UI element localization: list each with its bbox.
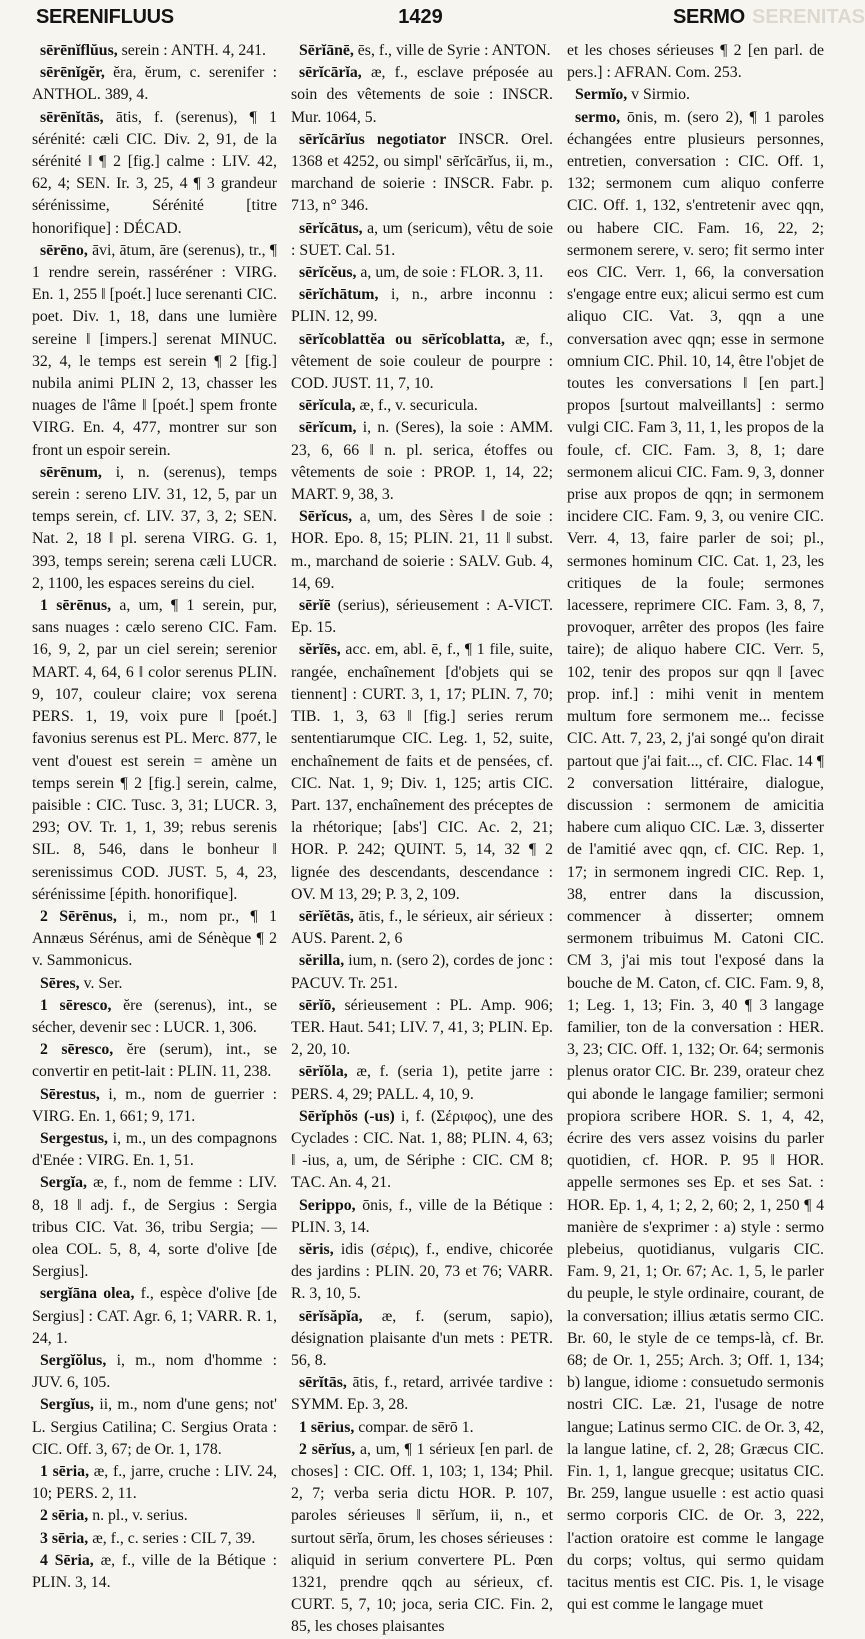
entry-headword: sērĭē bbox=[299, 597, 331, 615]
entry-headword: sĕrilla, bbox=[299, 952, 345, 970]
entry-headword: sĕris, bbox=[299, 1240, 334, 1258]
entry-headword: Sergestus, bbox=[40, 1129, 109, 1147]
entry-definition: æ, f. (serum, sapio), désignation plaisante d'un mets : PETR. 56, 8. bbox=[291, 1307, 553, 1369]
right-running-head: SERMO bbox=[673, 6, 745, 28]
entry-headword: sērēnum, bbox=[40, 463, 102, 481]
entry-headword: sērĭcĕus, bbox=[299, 264, 357, 282]
dictionary-entry bbox=[32, 1505, 277, 1527]
entry-definition: æ, f., c. series : CIL 7, 39. bbox=[88, 1529, 256, 1547]
dictionary-entry bbox=[291, 417, 553, 506]
entry-definition: acc. em, abl. ē, f., ¶ 1 file, suite, rangée, enchaînement [d'objets qui se tiennent] : CURT. 3, 1, 17; PLIN. 7, 70; TIB. 1, 3, 63 ‖ [fig.] series rerum sententiarumque CIC. Leg. 1, 52, suite, enchaînement de faits et de pensées, cf. CIC. Nat. 1, 9; Div. 1, 125; artis CIC. Part. 137, enchaînement des préceptes de la rhétorique; [abs'] CIC. Ac. 2, 21; HOR. P. 242; QUINT. 5, 14, 32 ¶ 2 lignée des descendants, descendance : OV. M 13, 29; P. 3, 2, 109. bbox=[291, 641, 553, 903]
entry-definition: æ, f. (seria 1), petite jarre : PERS. 4, 29; PALL. 4, 10, 9. bbox=[291, 1063, 553, 1103]
entry-headword: 2 sēresco, bbox=[40, 1041, 114, 1059]
entry-definition: i, m., nom pr., ¶ 1 Annæus Sérénus, ami de Sénèque ¶ 2 v. Sammonicus. bbox=[32, 907, 277, 970]
entry-headword: sĕrĭēs, bbox=[299, 641, 341, 659]
entry-definition: æ, f., esclave préposée au soin des vêtements de soie : INSCR. Mur. 1064, 5. bbox=[291, 64, 553, 126]
entry-definition: ĕre (serenus), int., se sécher, devenir sec : LUCR. 1, 306. bbox=[32, 996, 277, 1036]
entry-headword: 1 sērius, bbox=[299, 1418, 355, 1436]
entry-headword: Sērĭānē, bbox=[299, 42, 354, 59]
entry-definition: æ, f., jarre, cruche : LIV. 24, 10; PERS. 2, 11. bbox=[32, 1463, 277, 1503]
entry-headword: Sergĭus, bbox=[40, 1396, 94, 1414]
entry-headword: Sermĭo, bbox=[575, 86, 628, 104]
entry-definition: sérieusement : PL. Amp. 906; TER. Haut. 541; LIV. 7, 41, 3; PLIN. Ep. 2, 20, 10. bbox=[291, 996, 553, 1059]
dictionary-entry bbox=[291, 40, 553, 62]
entry-headword: sērēnĭflŭus, bbox=[40, 42, 118, 59]
dictionary-entry bbox=[32, 1172, 277, 1283]
entry-definition: (serius), sérieusement : A-VICT. Ep. 15. bbox=[291, 597, 553, 637]
entry-headword: sērĭĕtās, bbox=[299, 907, 354, 925]
dictionary-entry bbox=[291, 1372, 553, 1416]
dictionary-entry bbox=[32, 1039, 277, 1083]
entry-definition: i, m., un des compagnons d'Enée : VIRG. En. 1, 51. bbox=[32, 1129, 277, 1170]
entry-definition: i, n. (Seres), la soie : AMM. 23, 6, 66 ‖ n. pl. serica, étoffes ou vêtements de soie : PROP. 1, 14, 22; MART. 9, 38, 3. bbox=[291, 419, 553, 504]
dictionary-entry bbox=[32, 462, 277, 595]
left-running-head: SERENIFLUUS bbox=[36, 6, 174, 28]
entry-definition: ōnis, f., ville de la Bétique : PLIN. 3, 14. bbox=[291, 1196, 553, 1236]
entry-headword: sērĭcula, bbox=[299, 397, 356, 415]
entry-definition: æ, f., ville de la Bétique : PLIN. 3, 14. bbox=[32, 1551, 277, 1592]
entry-definition: æ, f., vêtement de soie couleur de pourpre : COD. JUST. 11, 7, 10. bbox=[291, 330, 554, 393]
dictionary-entry bbox=[32, 1128, 277, 1172]
dictionary-entry bbox=[32, 1461, 277, 1505]
entry-definition: i, n. (serenus), temps serein : sereno LIV. 31, 12, 5, par un temps serein, cf. LIV. 37, 3, 2; SEN. Nat. 2, 18 ‖ pl. serena VIRG. G. 1, 393, temps serein; serena cæli LUCR. 2, 1100, les espaces sereins du ciel. bbox=[32, 463, 277, 592]
dictionary-entry bbox=[32, 1550, 277, 1594]
entry-headword: sērēnĭtās, bbox=[40, 108, 104, 126]
dictionary-entry bbox=[291, 1195, 553, 1239]
dictionary-entry bbox=[291, 995, 553, 1062]
dictionary-entry bbox=[291, 1439, 553, 1639]
dictionary-column-2 bbox=[291, 40, 554, 1636]
entry-headword: sērēnĭgĕr, bbox=[40, 64, 105, 82]
entry-definition: āvi, ātum, āre (serenus), tr., ¶ 1 rendre serein, rasséréner : VIRG. En. 1, 255 ‖ [poét.] luce serenanti CIC. poet. Div. 1, 18, dans une lumière sereine ‖ [impers.] serenat MINUC. 32, 4, le temps est serein ¶ 2 [fig.] nubila animi PLIN 2, 13, chasser les nuages de l'âme ‖ [poét.] spem fronte VIRG. En. 4, 477, montrer sur son front un espoir serein. bbox=[32, 241, 277, 459]
dictionary-entry bbox=[291, 595, 553, 639]
entry-definition: a, um, ¶ 1 sérieux [en parl. de choses] : CIC. Off. 1, 103; 1, 134; Phil. 2, 7; verba seria dictu HOR. P. 107, paroles sérieuses ‖ sērĭum, ii, n., et surtout sērĭa, ōrum, les choses sérieuses : aliquid in serium convertere PL. Pœn 1321, prendre qqch au sérieux, cf. CURT. 5, 7, 10; joca, seria CIC. Fin. 2, 85, les choses plaisantes bbox=[291, 1440, 553, 1636]
entry-definition: a, um, de soie : FLOR. 3, 11. bbox=[356, 264, 544, 282]
dictionary-entry bbox=[32, 62, 277, 106]
entry-definition: ĕra, ĕrum, c. serenifer : ANTHOL. 389, 4. bbox=[32, 64, 277, 104]
dictionary-entry bbox=[291, 1417, 553, 1439]
entry-headword: Sergĭŏlus, bbox=[40, 1351, 107, 1369]
entry-headword: 3 sēria, bbox=[40, 1529, 89, 1547]
entry-definition: ii, m., nom d'une gens; not' L. Sergius Catilina; C. Sergius Orata : CIC. Off. 3, 67; de Or. 1, 178. bbox=[32, 1396, 277, 1458]
entry-headword: 2 Sērēnus, bbox=[40, 907, 117, 925]
dictionary-entry bbox=[32, 1350, 277, 1394]
entry-headword: sermo, bbox=[575, 108, 621, 126]
entry-headword: Sērestus, bbox=[40, 1085, 100, 1103]
entry-headword: sērĭcārĭa, bbox=[299, 64, 362, 82]
dictionary-column-3 bbox=[567, 40, 824, 1614]
entry-headword: sergĭāna olea, bbox=[40, 1285, 135, 1303]
dictionary-entry bbox=[32, 595, 277, 906]
entry-headword: sērēno, bbox=[40, 241, 88, 259]
entry-definition: i, m., nom de guerrier : VIRG. En. 1, 661; 9, 171. bbox=[32, 1085, 277, 1125]
entry-headword: 2 sērĭus, bbox=[299, 1440, 356, 1458]
dictionary-entry bbox=[291, 1106, 553, 1195]
page-header bbox=[0, 0, 865, 34]
dictionary-entry bbox=[32, 107, 277, 240]
bleed-through-heading: SERENITAS bbox=[752, 6, 865, 28]
dictionary-entry bbox=[291, 262, 553, 284]
dictionary-entry bbox=[567, 40, 824, 84]
entry-definition: compar. de sērō 1. bbox=[354, 1418, 474, 1436]
entry-definition: æ, f., v. securicula. bbox=[355, 397, 478, 415]
dictionary-entry bbox=[32, 906, 277, 973]
entry-definition: i, n., arbre inconnu : PLIN. 12, 99. bbox=[291, 286, 553, 326]
dictionary-entry bbox=[291, 329, 553, 396]
entry-definition: i, m., nom d'homme : JUV. 6, 105. bbox=[32, 1351, 277, 1392]
entry-definition: a, um, ¶ 1 serein, pur, sans nuages : cælo sereno CIC. Fam. 16, 9, 2, par un ciel serein; serenior MART. 4, 64, 6 ‖ color serenus PLIN. 9, 107, couleur claire; vox serena PERS. 1, 19, voix pure ‖ [poét.] favonius serenus est PL. Merc. 877, le vent d'ouest est serein = amène un temps serein ¶ 2 [fig.] serein, calme, paisible : CIC. Tusc. 3, 31; LUCR. 3, 293; OV. Tr. 1, 1, 39; rebus serenis SIL. 8, 546, dans le bonheur ‖ serenissimus COD. JUST. 5, 4, 23, sérénissime [épith. honorifique]. bbox=[32, 597, 277, 903]
entry-definition: ātis, f. (serenus), ¶ 1 sérénité: cæli CIC. Div. 2, 91, de la sérénité ‖ ¶ 2 [fig.] calme : LIV. 42, 62, 4; SEN. Ir. 3, 25, 4 ¶ 3 grandeur sérénissime, Sérénité [titre honorifique] : DÉCAD. bbox=[32, 108, 277, 237]
entry-definition: i, f. (Σέριφος), une des Cyclades : CIC. Nat. 1, 88; PLIN. 4, 63; ‖ -ius, a, um, de Sériphe : CIC. CM 8; TAC. An. 4, 21. bbox=[291, 1107, 553, 1192]
entry-headword: Sergĭa, bbox=[40, 1174, 87, 1192]
dictionary-entry bbox=[32, 1283, 277, 1350]
entry-definition: ēs, f., ville de Syrie : ANTON. bbox=[353, 42, 551, 59]
entry-definition: INSCR. Orel. 1368 et 4252, ou simpl' sērĭcārĭus, ii, m., marchand de soierie : INSCR. Fabr. p. 713, n° 346. bbox=[291, 130, 553, 215]
dictionary-column-1 bbox=[32, 40, 277, 1592]
dictionary-entry bbox=[291, 1239, 553, 1306]
entry-definition: v. Ser. bbox=[79, 974, 123, 992]
dictionary-entry bbox=[291, 1306, 553, 1373]
dictionary-entry bbox=[32, 40, 277, 62]
dictionary-entry bbox=[291, 62, 553, 129]
entry-headword: sērĭsăpĭa, bbox=[299, 1307, 363, 1325]
dictionary-entry bbox=[291, 218, 553, 262]
dictionary-entry bbox=[32, 240, 277, 462]
entry-definition: ōnis, m. (sero 2), ¶ 1 paroles échangées entre plusieurs personnes, entretien, conversation : CIC. Off. 1, 132; sermonem cum aliquo conferre CIC. Off. 1, 132, s'entretenir avec qqn, ou habere CIC. Fam. 16, 22, 2; sermonem serere, v. sero; fit sermo inter eos CIC. Verr. 1, 66, la conversation s'engage entre eux; alicui sermo est cum aliquo CIC. Vat. 3, qqn a une conversation avec qqn; esse in sermone omnium CIC. Phil. 10, 14, être l'objet de toutes les conversations ‖ [en part.] propos [surtout malveillants] : sermo vulgi CIC. Fam 3, 11, 1, les propos de la foule, cf. CIC. Fam. 3, 8, 1; dare sermonem alicui CIC. Fam. 9, 3, donner prise aux propos de qqn; in sermonem incidere CIC. Fam. 9, 3, ou venire CIC. Verr. 4, 13, faire parler de soi; pl., sermones hominum CIC. Cat. 1, 23, les critiques de la foule; sermones lacessere, reprimere CIC. Fam. 3, 8, 7, provoquer, arrêter des propos (les faire taire); de aliquo habere CIC. Verr. 5, 102, tenir des propos sur qqn ‖ [avec prop. inf.] : mihi venit in mentem multum fore sermonem me... fecisse CIC. Att. 7, 23, 2, j'ai songé qu'on dirait partout que j'ai fait..., cf. CIC. Flac. 14 ¶ 2 conversation littéraire, dialogue, discussion : sermonem de amicitia habere cum aliquo CIC. Læ. 3, disserter de l'amitié avec qqn, cf. CIC. Rep. 1, 17; in sermonem ingredi CIC. Rep. 1, 38, entrer dans la discussion, commencer à disserter; omnem sermonem tribuimus M. Catoni CIC. CM 3, j'ai mis tout l'exposé dans la bouche de M. Caton, cf. CIC. Fam. 9, 8, 1; Leg. 1, 13; Fin. 3, 40 ¶ 3 langage familier, ton de la conversation : HER. 3, 23; CIC. Off. 1, 132; Or. 64; sermonis plenus orator CIC. Br. 239, orateur chez qui abonde le langage familier; sermoni propiora scribere HOR. S. 1, 4, 42, écrire des vers assez voisins du parler quotidien, cf. HOR. P. 95 ‖ HOR. appelle sermones ses Ep. et ses Sat. : HOR. Ep. 1, 4, 1; 2, 2, 60; 2, 1, 250 ¶ 4 manière de s'exprimer : a) style : sermo plebeius, quotidianus, vulgaris CIC. Fam. 9, 21, 1; Or. 67; Ac. 1, 5, le parler du peuple, le style ordinaire, courant, de la conversation; illius ætatis sermo CIC. Br. 60, le style de ce temps-là, cf. Br. 68; de Or. 1, 255; Arch. 3; Off. 1, 134; b) langue, idiome : consuetudo sermonis nostri CIC. Læ. 21, l'usage de notre langue; Latinus sermo CIC. de Or. 3, 42, la langue latine, cf. 2, 28; Græcus CIC. Fin. 1, 1, langue grecque; usitatus CIC. Br. 259, langue usuelle : est actio quasi sermo corporis CIC. de Or. 3, 222, l'action oratoire est comme le langage du corps; voltus, qui sermo quidam tacitus mentis est CIC. Pis. 1, le visage qui est comme le langage muet bbox=[567, 108, 824, 1614]
dictionary-entry bbox=[291, 506, 553, 595]
entry-definition: serein : ANTH. 4, 241. bbox=[117, 42, 266, 59]
entry-headword: 1 sēria, bbox=[40, 1463, 90, 1480]
entry-definition: et les choses sérieuses ¶ 2 [en parl. de pers.] : AFRAN. Com. 253. bbox=[567, 42, 824, 82]
entry-headword: Sēres, bbox=[40, 974, 80, 992]
entry-headword: sērĭcātus, bbox=[299, 219, 363, 237]
entry-headword: sērĭcoblattĕa ou sērĭcoblatta, bbox=[299, 330, 505, 348]
dictionary-entry bbox=[32, 1528, 277, 1550]
entry-definition: n. pl., v. serius. bbox=[88, 1507, 188, 1525]
dictionary-entry bbox=[291, 950, 553, 994]
entry-headword: 2 sēria, bbox=[40, 1507, 89, 1525]
entry-definition: æ, f., nom de femme : LIV. 8, 18 ‖ adj. f., de Sergius : Sergia tribus CIC. Vat. 36, tribu Sergia; — olea COL. 5, 8, 4, sorte d'olive [de Sergius]. bbox=[32, 1174, 277, 1281]
entry-definition: ātis, f., le sérieux, air sérieux : AUS. Parent. 2, 6 bbox=[291, 907, 553, 948]
entry-definition: ātis, f., retard, arrivée tardive : SYMM. Ep. 3, 28. bbox=[291, 1374, 553, 1414]
entry-definition: v Sirmio. bbox=[627, 86, 690, 104]
entry-headword: 1 sērēnus, bbox=[40, 597, 112, 615]
dictionary-entry bbox=[32, 973, 277, 995]
dictionary-entry bbox=[567, 107, 824, 1617]
entry-definition: f., espèce d'olive [de Sergius] : CAT. Agr. 6, 1; VARR. R. 1, 24, 1. bbox=[32, 1285, 277, 1347]
entry-headword: sērĭō, bbox=[299, 996, 336, 1014]
dictionary-entry bbox=[32, 1084, 277, 1128]
entry-headword: Sērĭphŏs (-us) bbox=[299, 1107, 395, 1125]
entry-headword: 4 Sēria, bbox=[40, 1551, 94, 1569]
page-number: 1429 bbox=[398, 6, 443, 28]
dictionary-entry bbox=[291, 129, 553, 218]
dictionary-entry bbox=[32, 995, 277, 1039]
dictionary-entry bbox=[291, 1061, 553, 1105]
entry-definition: a, um (sericum), vêtu de soie : SUET. Cal. 51. bbox=[291, 219, 553, 259]
entry-definition: idis (σέρις), f., endive, chicorée des jardins : PLIN. 20, 73 et 76; VARR. R. 3, 10, 5. bbox=[291, 1240, 553, 1303]
entry-definition: a, um, des Sères ‖ de soie : HOR. Epo. 8, 15; PLIN. 21, 11 ‖ subst. m., marchand de soierie : SALV. Gub. 4, 14, 69. bbox=[291, 508, 553, 592]
entry-headword: Serippo, bbox=[299, 1196, 356, 1214]
dictionary-entry bbox=[32, 1394, 277, 1461]
entry-headword: 1 sēresco, bbox=[40, 996, 112, 1014]
dictionary-entry bbox=[291, 395, 553, 417]
entry-headword: Sērĭcus, bbox=[299, 508, 353, 526]
dictionary-entry bbox=[291, 906, 553, 950]
dictionary-entry bbox=[567, 84, 824, 106]
entry-headword: sērĭchātum, bbox=[299, 286, 379, 304]
entry-headword: sērĭcum, bbox=[299, 419, 357, 437]
entry-headword: sērĭŏla, bbox=[299, 1063, 348, 1081]
entry-definition: ium, n. (sero 2), cordes de jonc : PACUV. Tr. 251. bbox=[291, 952, 553, 992]
dictionary-entry bbox=[291, 639, 553, 905]
entry-headword: sērĭtās, bbox=[299, 1374, 347, 1392]
dictionary-entry bbox=[291, 284, 553, 328]
entry-headword: sērĭcārĭus negotiator bbox=[299, 130, 447, 148]
entry-definition: ĕre (serum), int., se convertir en petit-lait : PLIN. 11, 238. bbox=[32, 1041, 277, 1081]
